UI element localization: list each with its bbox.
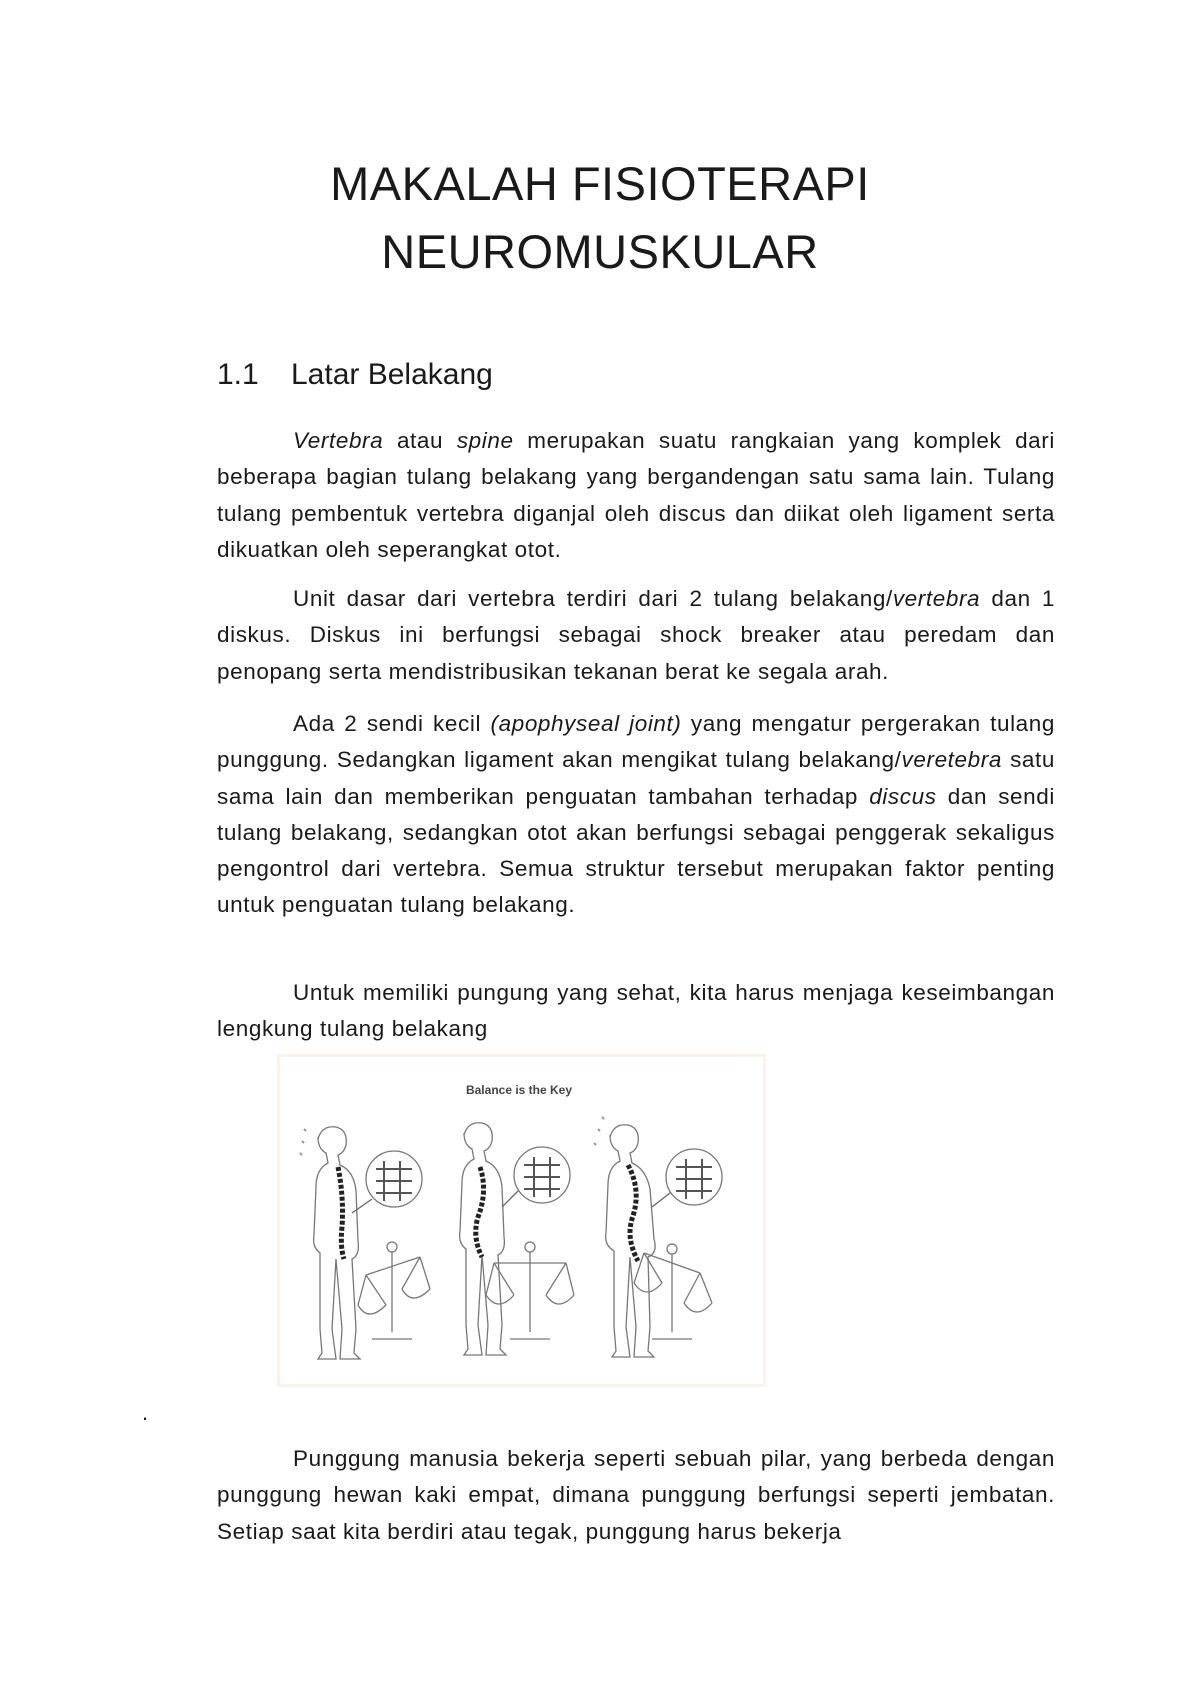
section-heading [217,355,493,395]
figure-swayback [606,1125,722,1357]
paragraph-1: Vertebra atau spine merupakan suatu rangkaian yang komplek dari beberapa bagian tulang belakang yang bergandengan satu sama lain. Tulang tulang pembentuk vertebra diganjal oleh discus dan diikat oleh ligament serta dikuatkan oleh seperangkat otot. [217,428,1055,562]
figure-slouched [314,1127,430,1359]
spine-balance-figure [280,1057,763,1384]
term-discus: discus [869,783,937,809]
list-bullet: . [142,1400,149,1425]
title-line-2: NEUROMUSKULAR [381,225,819,278]
section-title: Latar Belakang [291,358,493,391]
figure-caption: Balance is the Key [465,1083,573,1097]
spine-balance-illustration [280,1057,763,1384]
paragraph-2: Unit dasar dari vertebra terdiri dari 2 tulang belakang/vertebra dan 1 diskus. Diskus ini berfungsi sebagai shock breaker atau peredam dan penopang serta mendistribusikan tekanan berat ke segala arah. [217,586,1055,684]
term-vertebra: Vertebra [293,428,384,453]
figures-group [300,1117,722,1359]
term-spine: spine [456,428,514,453]
paragraph-5: Punggung manusia bekerja seperti sebuah pilar, yang berbeda dengan punggung hewan kaki empat, dimana punggung berfungsi seperti jembatan. Setiap saat kita berdiri atau tegak, punggung harus bekerja [217,1446,1055,1544]
term-vertebra: vertebra [892,586,981,611]
term-veretebra: veretebra [901,747,1002,773]
title-line-1: MAKALAH FISIOTERAPI [330,157,870,210]
section-number: 1.1 [217,358,259,391]
paragraph-4: Untuk memiliki pungung yang sehat, kita harus menjaga keseimbangan lengkung tulang belakang [217,980,1055,1042]
document-title [0,150,1200,286]
term-apophyseal-joint: (apophyseal joint) [490,711,682,736]
paragraph-3: Ada 2 sendi kecil (apophyseal joint) yang mengatur pergerakan tulang punggung. Sedangkan ligament akan mengikat tulang belakang/veretebra satu sama lain dan memberikan penguatan tambahan terhadap discus dan sendi tulang belakang, sedangkan otot akan berfungsi sebagai penggerak sekaligus pengontrol dari vertebra. Semua struktur tersebut merupakan faktor penting untuk penguatan tulang belakang. [217,711,1056,918]
figure-balanced [460,1123,574,1355]
